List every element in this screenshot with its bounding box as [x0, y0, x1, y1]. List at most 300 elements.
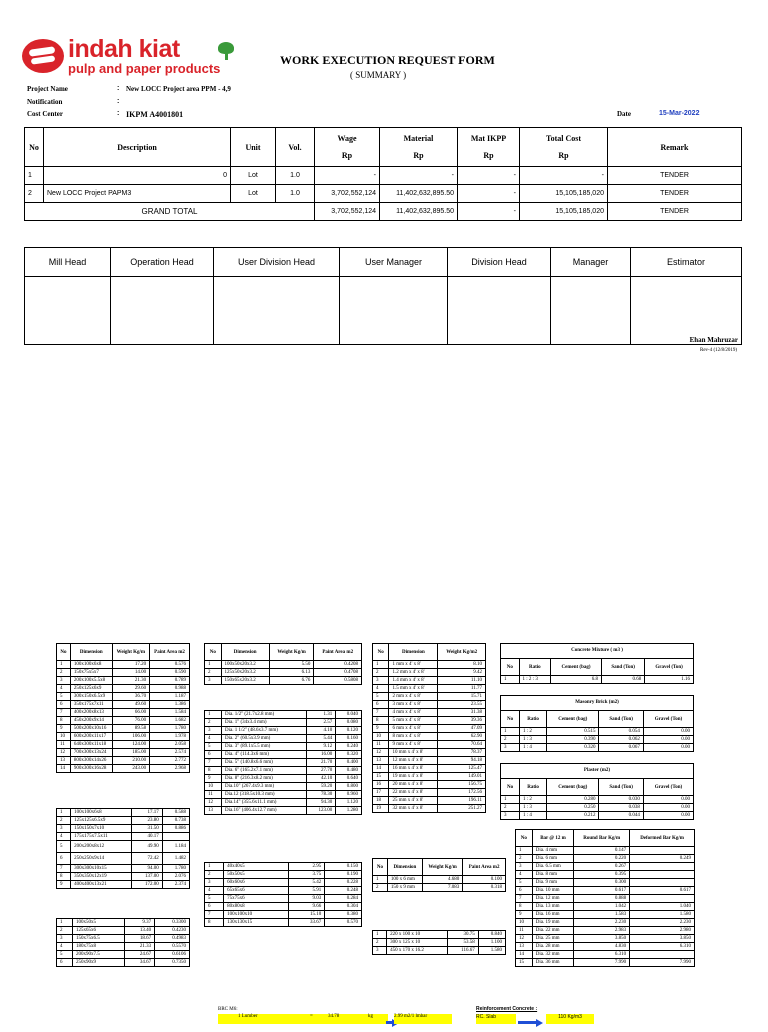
ref-cell: 17 [373, 789, 389, 797]
ref-col-header: No [373, 644, 389, 661]
ref-row [205, 887, 362, 895]
ref-cell: 175x175x7.5x11 [71, 833, 132, 841]
company-name: indah kiat [68, 35, 180, 63]
ref-row [516, 919, 695, 927]
ref-cell: 6 [205, 751, 222, 759]
ref-cell: 78.37 [438, 749, 486, 757]
ref-cell: 22 mm x 4' x 8' [389, 789, 438, 797]
ref-cell: Dia. 32 mm [532, 951, 573, 959]
ref-cell: 200x90x7.5 [72, 951, 124, 959]
ref-row [205, 677, 362, 685]
ref-col-header: Ratio [520, 779, 547, 796]
ref-cell: 19 [373, 805, 389, 813]
ref-cell: 1.780 [162, 865, 189, 873]
ref-cell: 6.76 [269, 677, 314, 685]
ref-cell: 200x100x5.5x8 [70, 677, 112, 685]
ref-cell: 8 mm x 4' x 8' [389, 733, 438, 741]
ref-cell: 8 [57, 873, 71, 881]
ref-cell: 40.17 [131, 833, 162, 841]
col-description: Description [44, 128, 231, 167]
approval-table [24, 247, 742, 345]
ref-cell: 12 mm x 4' x 8' [389, 757, 438, 765]
signature-cell[interactable] [448, 277, 551, 345]
masonry-table [500, 710, 694, 752]
ref-col-header: Dimension [70, 644, 112, 661]
ref-cell: 39.36 [438, 717, 486, 725]
ref-cell: 10 [373, 733, 389, 741]
ref-cell: 300x150x6.5x9 [70, 693, 112, 701]
ref-cell: 4.10 [306, 727, 335, 735]
ref-cell: 1 : 4 [520, 744, 547, 752]
ref-cell: 15.71 [438, 693, 486, 701]
ref-cell: 6 [516, 887, 533, 895]
ref-cell: 7 [205, 911, 224, 919]
ref-cell: Dia. 10 mm [532, 887, 573, 895]
ref-row [57, 951, 190, 959]
ref-row [57, 809, 190, 817]
ref-cell: Dia. 6 mm [532, 855, 573, 863]
ref-cell: 0.120 [336, 727, 362, 735]
channel-unp-table [56, 918, 190, 967]
ref-cell: 31.50 [131, 825, 162, 833]
ref-cell: 13 [57, 757, 71, 765]
ref-cell: 3 [57, 677, 71, 685]
ref-cell: 3 [205, 677, 222, 685]
ref-col-header: Cement (bag) [551, 659, 602, 676]
ref-cell: 1 [501, 728, 520, 736]
ref-col-header: No [516, 830, 533, 847]
ref-cell: 0.250 [547, 804, 599, 812]
ref-row [516, 887, 695, 895]
ref-cell: 1.16 [645, 676, 694, 684]
ref-row [373, 709, 486, 717]
ref-row [205, 879, 362, 887]
ref-cell: 16.00 [306, 751, 335, 759]
ref-cell: 18.67 [124, 935, 155, 943]
ref-row [57, 733, 190, 741]
ref-cell: 3 [57, 935, 73, 943]
ref-cell: Dia. 1/2" (21.7x2.8 mm) [221, 711, 306, 719]
ref-cell: 8.10 [438, 661, 486, 669]
ref-cell [162, 833, 189, 841]
estimator-name: Ehan Mahruzar [631, 277, 742, 345]
ref-cell: 3 [205, 727, 222, 735]
ref-cell: 100x100x10 [224, 911, 288, 919]
ref-col-header: No [373, 859, 388, 876]
project-name-label: Project Name [27, 85, 68, 93]
ref-cell: 0.304 [325, 903, 362, 911]
ref-row [373, 693, 486, 701]
ref-cell: 13.40 [124, 927, 155, 935]
ref-cell: 18 [373, 797, 389, 805]
ref-cell: 21.30 [112, 677, 149, 685]
ref-cell: 0.960 [336, 791, 362, 799]
ref-cell: 251.27 [438, 805, 486, 813]
ref-cell: 0.00 [643, 812, 693, 820]
ref-cell: 1.583 [574, 911, 630, 919]
ref-cell [630, 895, 695, 903]
sgp-pipe-table [204, 710, 362, 815]
ref-cell: 0.280 [547, 796, 599, 804]
ref-cell: 9.12 [306, 743, 335, 751]
ref-cell: 36.70 [112, 693, 149, 701]
ref-cell: 0.100 [463, 876, 506, 884]
ref-cell: 53.58 [448, 939, 479, 947]
ref-cell: 0.00 [643, 744, 693, 752]
concrete-caption: Concrete Mixture ( m3 ) [500, 643, 694, 658]
ref-cell: 10 [57, 733, 71, 741]
col-unit: Unit [231, 128, 276, 167]
ref-cell: 1.580 [630, 911, 695, 919]
ref-cell: 100 x 6 mm [387, 876, 422, 884]
ref-cell: 9 [205, 775, 222, 783]
arrow-icon [518, 1014, 543, 1032]
ref-cell: 2 [501, 736, 520, 744]
reinforcement-label: Reinforcement Concrete : [476, 1006, 538, 1012]
ref-cell: 0.390 [547, 736, 599, 744]
ref-cell: 0.4708 [314, 669, 362, 677]
ref-row [373, 733, 486, 741]
ref-cell: Dia. 12 mm [532, 895, 573, 903]
ref-col-header: Weight Kg/m2 [438, 644, 486, 661]
ref-cell: 0.248 [325, 887, 362, 895]
ref-cell: 2.230 [574, 919, 630, 927]
ref-cell: 2 [205, 871, 224, 879]
colon: : [117, 110, 120, 117]
brc-label: BRC M6: [218, 1007, 238, 1012]
ref-cell: 0.320 [547, 744, 599, 752]
estimator-header: Estimator [631, 248, 742, 277]
ref-cell: 116.67 [448, 947, 479, 955]
signature-cell[interactable] [111, 277, 214, 345]
ref-cell: 5 mm x 4' x 8' [389, 717, 438, 725]
ref-cell: 450 x 170 x 16.2 [387, 947, 448, 955]
ref-cell: 450x200x9x14 [70, 717, 112, 725]
ref-cell: 5 [57, 951, 73, 959]
ref-header-row [501, 711, 694, 728]
ref-cell: 14.00 [112, 669, 149, 677]
ref-header-row [373, 859, 506, 876]
ref-cell: 800x300x14x26 [70, 757, 112, 765]
ref-row [205, 863, 362, 871]
ref-cell: 300 x 125 x 10 [387, 939, 448, 947]
ref-cell: 14 [516, 951, 533, 959]
ref-row [501, 728, 694, 736]
ref-cell: 30.75 [448, 931, 479, 939]
ref-cell [630, 871, 695, 879]
ref-col-header: Weight Kg/m [112, 644, 149, 661]
ref-cell: 5 [57, 693, 71, 701]
ref-cell: 15 [516, 959, 533, 967]
ref-cell: 40x40x5 [224, 863, 288, 871]
ref-cell: 0.147 [574, 847, 630, 855]
ref-cell: 4 [57, 943, 73, 951]
ref-cell: 62.90 [438, 733, 486, 741]
ref-cell: 100x50x20x3.2 [221, 661, 269, 669]
ref-cell: 15 [373, 773, 389, 781]
ref-cell: 11 [57, 741, 71, 749]
ref-cell: 0.800 [336, 783, 362, 791]
ref-cell: 17.17 [131, 809, 162, 817]
ref-row [205, 759, 362, 767]
ref-cell: 3 [373, 947, 387, 955]
ref-cell: 6 [57, 701, 71, 709]
ref-cell [630, 951, 695, 959]
ref-cell: 1.042 [574, 903, 630, 911]
signature-cell[interactable] [214, 277, 340, 345]
ref-cell: 500x200x10x16 [70, 725, 112, 733]
ref-cell: 156.75 [438, 781, 486, 789]
ref-row [516, 895, 695, 903]
col-total-cost: Total Cost Rp [520, 128, 608, 167]
ref-cell: 7 [205, 759, 222, 767]
ref-row [205, 783, 362, 791]
ref-row [57, 853, 190, 865]
ref-cell: 0.590 [150, 669, 190, 677]
ref-cell: 0.212 [547, 812, 599, 820]
division-head-header: Division Head [448, 248, 551, 277]
ref-cell: Dia.12 (318.5x10.3 mm) [221, 791, 306, 799]
ref-row [57, 825, 190, 833]
ref-cell: 106.00 [112, 733, 149, 741]
masonry-caption: Masonry Brick (m2) [500, 695, 694, 710]
ref-col-header: No [501, 659, 520, 676]
ref-row [205, 719, 362, 727]
ref-cell: 7 [57, 709, 71, 717]
ref-col-header: Paint Area m2 [150, 644, 190, 661]
ref-cell: 75x75x6 [224, 895, 288, 903]
ref-cell: 1.780 [150, 725, 190, 733]
ref-cell: 11 [373, 741, 389, 749]
ref-cell: 1 : 2 [520, 796, 547, 804]
ref-row [501, 676, 694, 684]
ref-col-header: Ratio [519, 659, 551, 676]
ref-cell: 4.830 [574, 943, 630, 951]
ref-cell: 11.10 [438, 677, 486, 685]
ref-row [516, 871, 695, 879]
ref-cell: 2.076 [162, 873, 189, 881]
ref-cell: 5.50 [269, 661, 314, 669]
ref-cell: 0.515 [547, 728, 599, 736]
ref-cell: 5.44 [306, 735, 335, 743]
ref-cell: 3.850 [574, 935, 630, 943]
ref-cell: 149.01 [438, 773, 486, 781]
ref-cell: 16 mm x 4' x 8' [389, 765, 438, 773]
ref-cell [630, 879, 695, 887]
notification-label: Notification [27, 98, 63, 106]
ref-cell: 0.249 [630, 855, 695, 863]
ref-row [205, 911, 362, 919]
ref-col-header: Paint Area m2 [463, 859, 506, 876]
ref-cell: 150x65x20x3.2 [221, 677, 269, 685]
ref-row [57, 677, 190, 685]
ref-cell: 7 [373, 709, 389, 717]
ref-row [57, 765, 190, 773]
ref-cell: 13 [516, 943, 533, 951]
ref-cell: 2.95 [288, 863, 325, 871]
ref-cell: 0.038 [599, 804, 643, 812]
ref-cell: 9.03 [288, 895, 325, 903]
ref-row [373, 797, 486, 805]
ref-cell: 350x175x7x11 [70, 701, 112, 709]
ref-row [516, 927, 695, 935]
signature-cell[interactable] [551, 277, 631, 345]
ref-cell: 1.5 mm x 4' x 8' [389, 685, 438, 693]
ref-col-header: Sand (Ton) [599, 779, 643, 796]
ref-cell: 7 [57, 865, 71, 873]
ref-cell: 3.75 [288, 871, 325, 879]
ref-cell: 2.772 [150, 757, 190, 765]
ref-cell: 196.11 [438, 797, 486, 805]
ref-cell: 2.983 [574, 927, 630, 935]
ref-cell: 5 [205, 743, 222, 751]
ref-cell: 2 [57, 817, 71, 825]
ref-cell: 0.4230 [155, 927, 190, 935]
ref-cell: 0.570 [325, 919, 362, 927]
ref-row [205, 767, 362, 775]
ref-col-header: Gravel (Ton) [643, 711, 693, 728]
ref-cell: 13 [373, 757, 389, 765]
ref-row [373, 931, 506, 939]
ref-cell: 172.56 [438, 789, 486, 797]
ref-row [57, 717, 190, 725]
ref-cell: 6.13 [269, 669, 314, 677]
ref-cell: 21.33 [124, 943, 155, 951]
ref-cell: 72.42 [131, 853, 162, 865]
ref-cell: 1.280 [336, 807, 362, 815]
ref-col-header: Gravel (Ton) [643, 779, 693, 796]
ref-col-header: No [501, 779, 520, 796]
ref-cell: 8 [373, 717, 389, 725]
user-division-head-header: User Division Head [214, 248, 340, 277]
ref-cell: 42.10 [306, 775, 335, 783]
ref-cell: 1 [373, 931, 387, 939]
ref-cell: 9.42 [438, 669, 486, 677]
ref-cell: 0.190 [325, 871, 362, 879]
ref-cell: 200x200x8x12 [71, 841, 132, 853]
ref-cell: 6 [57, 959, 73, 967]
ref-row [57, 709, 190, 717]
ref-cell: 4 [57, 833, 71, 841]
ref-cell: 11 [205, 791, 222, 799]
ref-cell: 2 [57, 669, 71, 677]
ref-cell: 0.480 [336, 767, 362, 775]
ref-cell: 6 [205, 903, 224, 911]
ref-cell: 0.400 [336, 759, 362, 767]
ref-row [205, 711, 362, 719]
ref-cell: 220 x 100 x 10 [387, 931, 448, 939]
ref-cell: 0.640 [336, 775, 362, 783]
ref-row [373, 725, 486, 733]
date-label: Date [617, 110, 631, 118]
ref-cell: 300x300x10x15 [71, 865, 132, 873]
ref-row [501, 796, 694, 804]
ref-cell: 25 mm x 4' x 8' [389, 797, 438, 805]
ref-cell: Dia.10" (267.4x9.3 mm) [221, 783, 306, 791]
ref-cell: 0.300 [574, 879, 630, 887]
ref-cell: 3 [205, 879, 224, 887]
ref-cell: Dia. 2" (60.5x3.9 mm) [221, 735, 306, 743]
ref-row [373, 781, 486, 789]
ref-cell: 150x75x5x7 [70, 669, 112, 677]
ref-header-row [57, 644, 190, 661]
col-no: No [25, 128, 44, 167]
ref-cell: Dia.14" (355.6x11.1 mm) [221, 799, 306, 807]
ref-row [57, 741, 190, 749]
ref-cell: 4 mm x 4' x 8' [389, 709, 438, 717]
ref-cell: 9 [516, 911, 533, 919]
ref-cell: Dia. 22 mm [532, 927, 573, 935]
ref-cell: 125x125x6.5x9 [71, 817, 132, 825]
ref-cell: Dia. 6.5 mm [532, 863, 573, 871]
ref-cell: 172.00 [131, 881, 162, 889]
date-value: 15-Mar-2022 [659, 110, 700, 117]
ref-row [205, 919, 362, 927]
inp-table [372, 930, 506, 955]
ref-col-header: Bar @ 12 m [532, 830, 573, 847]
ref-header-row [501, 659, 694, 676]
ref-cell: 49.90 [131, 841, 162, 853]
ref-cell: Dia. 3" (89.1x5.5 mm) [221, 743, 306, 751]
ref-cell: 0.617 [574, 887, 630, 895]
col-remark: Remark [608, 128, 742, 167]
ref-row [57, 833, 190, 841]
ref-cell: 1.386 [150, 701, 190, 709]
ref-cell: Dia. 19 mm [532, 919, 573, 927]
rc-slab-value: 110 Kg/m3 [546, 1014, 594, 1024]
ref-row [373, 717, 486, 725]
plaster-table [500, 778, 694, 820]
ref-cell: 2.058 [150, 741, 190, 749]
ref-cell: 137.00 [131, 873, 162, 881]
user-manager-header: User Manager [340, 248, 448, 277]
ref-cell: 31.38 [438, 709, 486, 717]
table-row: 2 New LOCC Project PAPM3 Lot 1.0 3,702,552,124 11,402,632,895.50 - 15,105,185,020 TENDER [25, 185, 742, 203]
col-material: Material Rp [380, 128, 458, 167]
ref-cell: 11 [516, 927, 533, 935]
ref-cell: 0.4208 [314, 661, 362, 669]
colon: : [117, 98, 120, 105]
ref-cell: 7.990 [630, 959, 695, 967]
ref-cell: 0.738 [162, 817, 189, 825]
ref-cell: 10 [516, 919, 533, 927]
ref-col-header: Dimension [389, 644, 438, 661]
ref-cell: 1 [501, 796, 520, 804]
ref-cell: Dia. 25 mm [532, 935, 573, 943]
ref-cell: 1.040 [630, 903, 695, 911]
ref-row [373, 947, 506, 955]
ref-row [373, 884, 506, 892]
ref-cell: 27.70 [306, 767, 335, 775]
ref-cell: 12 [205, 799, 222, 807]
ref-cell: 6 [57, 853, 71, 865]
ref-cell: Dia. 28 mm [532, 943, 573, 951]
reinforcement-bar-table [515, 829, 695, 967]
ref-cell: 2 [373, 884, 388, 892]
signature-cell[interactable] [25, 277, 111, 345]
ref-cell: 180x75x8 [72, 943, 124, 951]
project-name-value: New LOCC Project area PPM - 4,9 [126, 85, 231, 93]
ref-cell: 124.00 [112, 741, 149, 749]
manager-header: Manager [551, 248, 631, 277]
ref-cell: 250x90x9 [72, 959, 124, 967]
ref-cell: 9 [373, 725, 389, 733]
signature-cell[interactable] [340, 277, 448, 345]
ref-cell: 100x100x6x8 [71, 809, 132, 817]
ref-header-row [501, 779, 694, 796]
ref-cell: 1.580 [478, 947, 505, 955]
ref-cell: 125x65x6 [72, 927, 124, 935]
